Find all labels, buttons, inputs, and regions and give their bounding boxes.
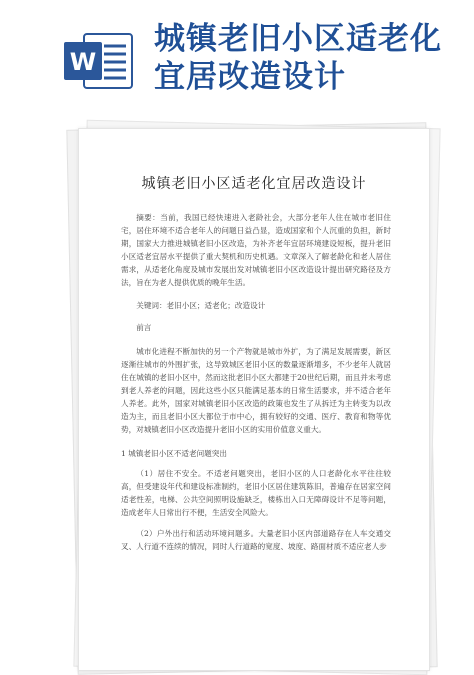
word-logo-letter: W: [69, 48, 97, 76]
word-document-icon: [62, 30, 136, 92]
preface-heading: 前言: [136, 323, 152, 332]
document-banner: [0, 0, 474, 112]
banner-title: 城镇老旧小区适老化宜居改造设计: [154, 21, 442, 95]
keywords-line: 关键词：老旧小区；适老化；改造设计: [136, 301, 266, 310]
list-item: （1）居住不安全。不适老问题突出，老旧小区的人口老龄化水平往往较高，但受建设年代和建设标准制约，老旧小区居住建筑陈旧，普遍存在居家空间适老性差，电梯、公共空间照明设施缺乏，楼栋出入口无障碍设计不足等问题，造成老年人日常出行不便，生活安全风险大。: [121, 469, 391, 517]
document-page: [78, 128, 430, 671]
body-paragraph: 城市化进程不断加快的另一个产物就是城市外扩，为了满足发展需要，新区逐渐往城市的外围扩张，这导致城区老旧小区的数量逐渐增多，不少老年人就居住在城镇的老旧小区中，然而这批老旧小区大都建于20世纪后期，而且并未考虑到老人养老的问题，因此这些小区只能满足基本的日常生活要求，并不适合老年人养老。此外，国家对城镇老旧小区改造的政策也发生了从拆迁为主转变为以改造为主，而且老旧小区大都位于市中心，拥有较好的交通、医疗、教育和物等优势，对城镇老旧小区改造提升老旧小区的实用价值意义重大。: [121, 347, 391, 434]
abstract-paragraph: 摘要：当前，我国已经快速进入老龄社会，大部分老年人住在城市老旧住宅，居住环境不适合老年人的问题日益凸显，造成国家和个人沉重的负担，新时期，国家大力推进城镇老旧小区改造，为补齐老年宜居环境建设短板，提升老旧小区适老宜居水平提供了重大契机和历史机遇。文章深入了解老龄化和老人居住需求，从适老化角度及城市发展出发对城镇老旧小区改造设计提出研究路径及方法，旨在为老人提供优质的晚年生活。: [121, 213, 391, 287]
section-heading: 1 城镇老旧小区不适老问题突出: [121, 449, 227, 458]
document-title: 城镇老旧小区适老化宜居改造设计: [141, 176, 367, 192]
list-item: （2）户外出行和活动环境问题多。大量老旧小区内部道路存在人车交通交叉、人行道不连续的情况，同时人行道路的宽度、坡度、路面材质不适应老人步: [121, 529, 391, 551]
